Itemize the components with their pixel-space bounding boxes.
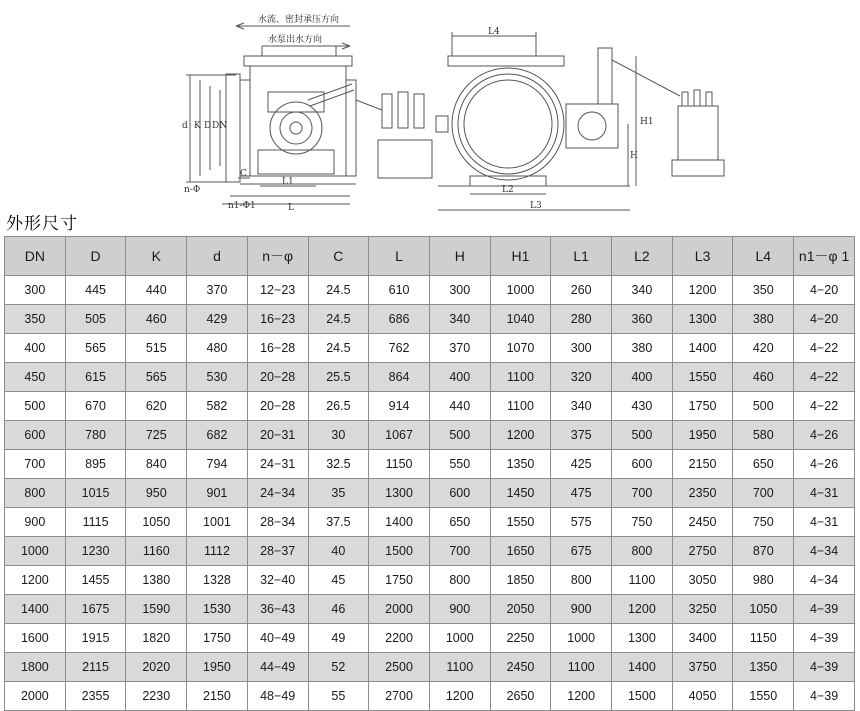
table-cell: 24−31 bbox=[247, 450, 308, 479]
table-cell: 4−20 bbox=[794, 276, 855, 305]
table-cell: 565 bbox=[65, 334, 126, 363]
table-cell: 4050 bbox=[672, 682, 733, 711]
table-cell: 48−49 bbox=[247, 682, 308, 711]
table-cell: 40 bbox=[308, 537, 369, 566]
table-cell: 1800 bbox=[5, 653, 66, 682]
table-row bbox=[5, 276, 855, 305]
table-cell: 49 bbox=[308, 624, 369, 653]
table-cell: 505 bbox=[65, 305, 126, 334]
column-header: K bbox=[126, 237, 187, 276]
table-body bbox=[5, 276, 855, 711]
table-cell: 1300 bbox=[369, 479, 430, 508]
table-cell: 900 bbox=[551, 595, 612, 624]
table-row bbox=[5, 595, 855, 624]
table-cell: 900 bbox=[429, 595, 490, 624]
table-cell: 37.5 bbox=[308, 508, 369, 537]
table-cell: 350 bbox=[733, 276, 794, 305]
column-header: L4 bbox=[733, 237, 794, 276]
table-cell: 1380 bbox=[126, 566, 187, 595]
table-cell: 1850 bbox=[490, 566, 551, 595]
table-row bbox=[5, 363, 855, 392]
table-cell: 1350 bbox=[490, 450, 551, 479]
table-cell: 870 bbox=[733, 537, 794, 566]
table-cell: 1550 bbox=[490, 508, 551, 537]
table-cell: 700 bbox=[5, 450, 66, 479]
table-cell: 2700 bbox=[369, 682, 430, 711]
table-cell: 600 bbox=[612, 450, 673, 479]
table-cell: 4−39 bbox=[794, 624, 855, 653]
table-cell: 429 bbox=[187, 305, 248, 334]
table-cell: 1820 bbox=[126, 624, 187, 653]
table-cell: 1100 bbox=[490, 363, 551, 392]
table-cell: 4−22 bbox=[794, 334, 855, 363]
table-cell: 2450 bbox=[490, 653, 551, 682]
table-cell: 800 bbox=[551, 566, 612, 595]
table-cell: 750 bbox=[612, 508, 673, 537]
table-cell: 670 bbox=[65, 392, 126, 421]
table-cell: 3250 bbox=[672, 595, 733, 624]
table-cell: 1000 bbox=[5, 537, 66, 566]
table-cell: 35 bbox=[308, 479, 369, 508]
table-cell: 1950 bbox=[187, 653, 248, 682]
table-cell: 450 bbox=[5, 363, 66, 392]
table-cell: 4−39 bbox=[794, 595, 855, 624]
section-title: 外形尺寸 bbox=[6, 214, 78, 234]
table-cell: 980 bbox=[733, 566, 794, 595]
column-header: DN bbox=[5, 237, 66, 276]
table-cell: 700 bbox=[429, 537, 490, 566]
table-cell: 370 bbox=[187, 276, 248, 305]
table-cell: 600 bbox=[5, 421, 66, 450]
table-cell: 44−49 bbox=[247, 653, 308, 682]
table-cell: 1675 bbox=[65, 595, 126, 624]
table-cell: 2000 bbox=[5, 682, 66, 711]
table-cell: 1100 bbox=[551, 653, 612, 682]
table-cell: 46 bbox=[308, 595, 369, 624]
table-cell: 1115 bbox=[65, 508, 126, 537]
table-cell: 1150 bbox=[369, 450, 430, 479]
table-cell: 2115 bbox=[65, 653, 126, 682]
table-cell: 800 bbox=[5, 479, 66, 508]
table-cell: 1300 bbox=[612, 624, 673, 653]
table-cell: 1450 bbox=[490, 479, 551, 508]
dimension-table bbox=[4, 236, 855, 711]
table-cell: 2000 bbox=[369, 595, 430, 624]
table-cell: 1300 bbox=[672, 305, 733, 334]
dim-n-phi: n-Φ bbox=[184, 185, 201, 195]
table-cell: 32−40 bbox=[247, 566, 308, 595]
table-cell: 2750 bbox=[672, 537, 733, 566]
table-cell: 300 bbox=[551, 334, 612, 363]
column-header: C bbox=[308, 237, 369, 276]
table-cell: 1050 bbox=[126, 508, 187, 537]
table-cell: 4−20 bbox=[794, 305, 855, 334]
table-cell: 300 bbox=[5, 276, 66, 305]
table-cell: 1500 bbox=[612, 682, 673, 711]
column-header: n1－φ 1 bbox=[794, 237, 855, 276]
table-header-row bbox=[5, 237, 855, 276]
table-cell: 1200 bbox=[490, 421, 551, 450]
table-cell: 340 bbox=[612, 276, 673, 305]
table-cell: 20−28 bbox=[247, 392, 308, 421]
table-row bbox=[5, 653, 855, 682]
column-header: L bbox=[369, 237, 430, 276]
table-cell: 360 bbox=[612, 305, 673, 334]
table-cell: 750 bbox=[733, 508, 794, 537]
dim-h: H bbox=[630, 151, 638, 161]
table-cell: 620 bbox=[126, 392, 187, 421]
table-cell: 500 bbox=[429, 421, 490, 450]
table-cell: 950 bbox=[126, 479, 187, 508]
table-row bbox=[5, 479, 855, 508]
table-cell: 4−39 bbox=[794, 653, 855, 682]
table-cell: 1400 bbox=[612, 653, 673, 682]
table-cell: 1112 bbox=[187, 537, 248, 566]
table-cell: 1400 bbox=[5, 595, 66, 624]
table-cell: 25.5 bbox=[308, 363, 369, 392]
table-cell: 682 bbox=[187, 421, 248, 450]
column-header: n－φ bbox=[247, 237, 308, 276]
table-cell: 16−23 bbox=[247, 305, 308, 334]
table-cell: 24.5 bbox=[308, 276, 369, 305]
table-cell: 26.5 bbox=[308, 392, 369, 421]
table-cell: 550 bbox=[429, 450, 490, 479]
dim-c: C bbox=[240, 169, 247, 179]
table-cell: 420 bbox=[733, 334, 794, 363]
table-cell: 1590 bbox=[126, 595, 187, 624]
table-cell: 440 bbox=[126, 276, 187, 305]
dim-n1-phi1: n1-Φ1 bbox=[228, 201, 256, 211]
table-cell: 375 bbox=[551, 421, 612, 450]
table-cell: 600 bbox=[429, 479, 490, 508]
table-cell: 2500 bbox=[369, 653, 430, 682]
table-cell: 582 bbox=[187, 392, 248, 421]
table-cell: 2150 bbox=[672, 450, 733, 479]
dim-l3: L3 bbox=[530, 201, 542, 211]
table-cell: 1400 bbox=[672, 334, 733, 363]
table-cell: 650 bbox=[733, 450, 794, 479]
table-cell: 3750 bbox=[672, 653, 733, 682]
table-cell: 20−28 bbox=[247, 363, 308, 392]
column-header: D bbox=[65, 237, 126, 276]
table-row bbox=[5, 334, 855, 363]
table-cell: 40−49 bbox=[247, 624, 308, 653]
table-cell: 1200 bbox=[672, 276, 733, 305]
table-cell: 895 bbox=[65, 450, 126, 479]
table-cell: 1200 bbox=[612, 595, 673, 624]
table-cell: 4−22 bbox=[794, 363, 855, 392]
column-header: L3 bbox=[672, 237, 733, 276]
table-cell: 565 bbox=[126, 363, 187, 392]
table-cell: 2200 bbox=[369, 624, 430, 653]
table-cell: 1070 bbox=[490, 334, 551, 363]
table-cell: 400 bbox=[429, 363, 490, 392]
column-header: H1 bbox=[490, 237, 551, 276]
table-cell: 4−26 bbox=[794, 421, 855, 450]
table-cell: 1500 bbox=[369, 537, 430, 566]
table-cell: 1950 bbox=[672, 421, 733, 450]
table-cell: 300 bbox=[429, 276, 490, 305]
table-cell: 460 bbox=[126, 305, 187, 334]
table-cell: 1000 bbox=[490, 276, 551, 305]
table-cell: 445 bbox=[65, 276, 126, 305]
table-cell: 32.5 bbox=[308, 450, 369, 479]
table-cell: 515 bbox=[126, 334, 187, 363]
table-cell: 260 bbox=[551, 276, 612, 305]
table-cell: 55 bbox=[308, 682, 369, 711]
table-cell: 1915 bbox=[65, 624, 126, 653]
table-cell: 370 bbox=[429, 334, 490, 363]
table-cell: 1600 bbox=[5, 624, 66, 653]
table-row bbox=[5, 450, 855, 479]
table-cell: 340 bbox=[551, 392, 612, 421]
table-cell: 1750 bbox=[187, 624, 248, 653]
table-cell: 700 bbox=[612, 479, 673, 508]
table-row bbox=[5, 624, 855, 653]
table-cell: 900 bbox=[5, 508, 66, 537]
dim-dn-side: D bbox=[204, 121, 212, 131]
table-cell: 24.5 bbox=[308, 305, 369, 334]
front-view bbox=[186, 23, 432, 204]
table-cell: 1350 bbox=[733, 653, 794, 682]
table-row bbox=[5, 682, 855, 711]
table-cell: 575 bbox=[551, 508, 612, 537]
table-cell: 340 bbox=[429, 305, 490, 334]
table-cell: 3050 bbox=[672, 566, 733, 595]
table-cell: 500 bbox=[733, 392, 794, 421]
table-cell: 1150 bbox=[733, 624, 794, 653]
table-cell: 1750 bbox=[369, 566, 430, 595]
dim-l1: L1 bbox=[282, 177, 294, 187]
table-cell: 2650 bbox=[490, 682, 551, 711]
dim-dn: DN bbox=[212, 121, 228, 131]
table-cell: 4−31 bbox=[794, 508, 855, 537]
table-cell: 480 bbox=[187, 334, 248, 363]
table-cell: 1455 bbox=[65, 566, 126, 595]
column-header: H bbox=[429, 237, 490, 276]
table-cell: 1100 bbox=[429, 653, 490, 682]
table-cell: 2150 bbox=[187, 682, 248, 711]
table-cell: 1550 bbox=[733, 682, 794, 711]
column-header: L1 bbox=[551, 237, 612, 276]
table-cell: 425 bbox=[551, 450, 612, 479]
table-cell: 686 bbox=[369, 305, 430, 334]
table-cell: 430 bbox=[612, 392, 673, 421]
table-cell: 1000 bbox=[429, 624, 490, 653]
table-cell: 475 bbox=[551, 479, 612, 508]
table-cell: 28−34 bbox=[247, 508, 308, 537]
table-cell: 2020 bbox=[126, 653, 187, 682]
table-cell: 1750 bbox=[672, 392, 733, 421]
table-cell: 1400 bbox=[369, 508, 430, 537]
table-cell: 1015 bbox=[65, 479, 126, 508]
table-cell: 380 bbox=[612, 334, 673, 363]
column-header: L2 bbox=[612, 237, 673, 276]
table-cell: 400 bbox=[5, 334, 66, 363]
dim-l2: L2 bbox=[502, 185, 514, 195]
table-cell: 16−28 bbox=[247, 334, 308, 363]
table-cell: 864 bbox=[369, 363, 430, 392]
table-cell: 610 bbox=[369, 276, 430, 305]
table-cell: 400 bbox=[612, 363, 673, 392]
dim-l: L bbox=[288, 203, 294, 212]
water-flow-callout: 水流、密封承压方向 bbox=[258, 15, 340, 25]
dim-k: K bbox=[194, 121, 201, 131]
table-cell: 3400 bbox=[672, 624, 733, 653]
table-cell: 4−34 bbox=[794, 537, 855, 566]
table-cell: 1650 bbox=[490, 537, 551, 566]
table-cell: 45 bbox=[308, 566, 369, 595]
table-cell: 800 bbox=[612, 537, 673, 566]
table-cell: 24.5 bbox=[308, 334, 369, 363]
table-cell: 800 bbox=[429, 566, 490, 595]
table-cell: 24−34 bbox=[247, 479, 308, 508]
table-cell: 1200 bbox=[551, 682, 612, 711]
table-cell: 440 bbox=[429, 392, 490, 421]
table-cell: 380 bbox=[733, 305, 794, 334]
table-row bbox=[5, 421, 855, 450]
table-cell: 2450 bbox=[672, 508, 733, 537]
table-cell: 20−31 bbox=[247, 421, 308, 450]
table-cell: 1530 bbox=[187, 595, 248, 624]
table-cell: 1100 bbox=[490, 392, 551, 421]
table-cell: 4−26 bbox=[794, 450, 855, 479]
table-cell: 28−37 bbox=[247, 537, 308, 566]
table-cell: 1328 bbox=[187, 566, 248, 595]
table-cell: 460 bbox=[733, 363, 794, 392]
table-cell: 30 bbox=[308, 421, 369, 450]
table-row bbox=[5, 566, 855, 595]
table-cell: 700 bbox=[733, 479, 794, 508]
table-cell: 2350 bbox=[672, 479, 733, 508]
table-cell: 762 bbox=[369, 334, 430, 363]
table-cell: 725 bbox=[126, 421, 187, 450]
table-cell: 1040 bbox=[490, 305, 551, 334]
table-cell: 500 bbox=[5, 392, 66, 421]
table-cell: 280 bbox=[551, 305, 612, 334]
valve-technical-drawing bbox=[0, 0, 860, 212]
table-cell: 780 bbox=[65, 421, 126, 450]
table-cell: 675 bbox=[551, 537, 612, 566]
table-cell: 500 bbox=[612, 421, 673, 450]
table-cell: 580 bbox=[733, 421, 794, 450]
table-row bbox=[5, 537, 855, 566]
table-cell: 840 bbox=[126, 450, 187, 479]
table-cell: 2230 bbox=[126, 682, 187, 711]
table-cell: 36−43 bbox=[247, 595, 308, 624]
table-cell: 1200 bbox=[5, 566, 66, 595]
table-cell: 794 bbox=[187, 450, 248, 479]
dim-d: d bbox=[182, 121, 188, 131]
table-cell: 901 bbox=[187, 479, 248, 508]
table-cell: 12−23 bbox=[247, 276, 308, 305]
table-cell: 1050 bbox=[733, 595, 794, 624]
table-cell: 1550 bbox=[672, 363, 733, 392]
table-cell: 320 bbox=[551, 363, 612, 392]
table-cell: 914 bbox=[369, 392, 430, 421]
table-cell: 1067 bbox=[369, 421, 430, 450]
column-header: d bbox=[187, 237, 248, 276]
table-row bbox=[5, 392, 855, 421]
table-cell: 615 bbox=[65, 363, 126, 392]
table-cell: 1230 bbox=[65, 537, 126, 566]
table-row bbox=[5, 305, 855, 334]
pump-outlet-callout: 水泵出水方向 bbox=[268, 35, 323, 45]
table-cell: 52 bbox=[308, 653, 369, 682]
table-cell: 1001 bbox=[187, 508, 248, 537]
table-cell: 2355 bbox=[65, 682, 126, 711]
table-cell: 1100 bbox=[612, 566, 673, 595]
table-cell: 4−31 bbox=[794, 479, 855, 508]
table-cell: 1000 bbox=[551, 624, 612, 653]
table-cell: 1200 bbox=[429, 682, 490, 711]
table-cell: 4−34 bbox=[794, 566, 855, 595]
table-cell: 4−22 bbox=[794, 392, 855, 421]
table-row bbox=[5, 508, 855, 537]
table-cell: 4−39 bbox=[794, 682, 855, 711]
dim-l4: L4 bbox=[488, 27, 500, 37]
table-cell: 1160 bbox=[126, 537, 187, 566]
table-cell: 2250 bbox=[490, 624, 551, 653]
side-view bbox=[436, 32, 724, 210]
table-cell: 530 bbox=[187, 363, 248, 392]
table-cell: 350 bbox=[5, 305, 66, 334]
dim-h1: H1 bbox=[640, 117, 654, 127]
table-cell: 2050 bbox=[490, 595, 551, 624]
table-cell: 650 bbox=[429, 508, 490, 537]
